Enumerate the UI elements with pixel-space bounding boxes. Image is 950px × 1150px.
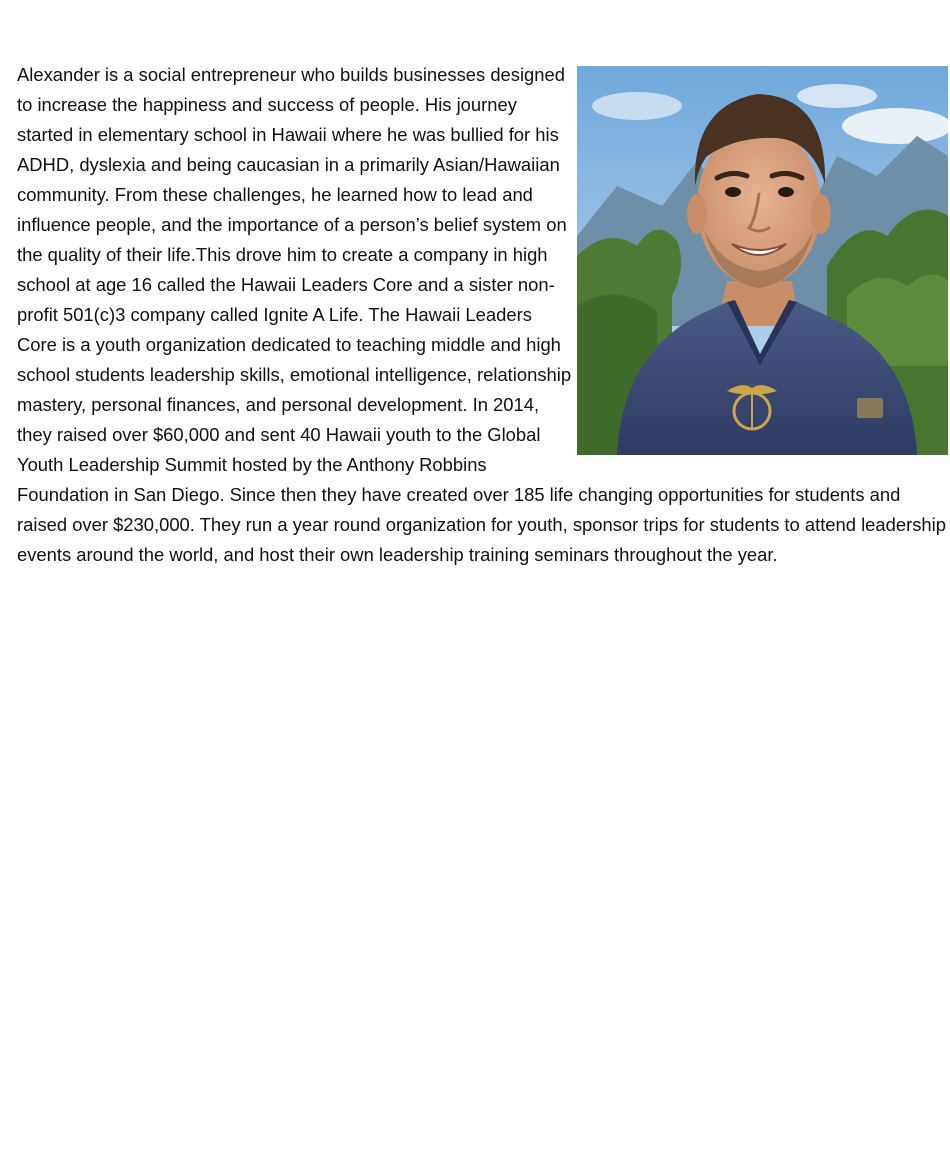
cloud (797, 84, 877, 108)
left-eye (725, 187, 741, 197)
cloud (842, 108, 948, 144)
bio-paragraph: Alexander is a social entrepreneur who builds businesses designed to increase the happiness and success of people. His journey started in elementary school in Hawaii where he was bullied for his ADHD, dyslexia and being caucasian in a primarily Asian/Hawaiian community. From these challenges, he learned how to lead and influence people, and the importance of a person’s belief system on the quality of their life.This drove him to create a company in high school at age 16 called the Hawaii Leaders Core and a sister non-profit 501(c)3 company called Ignite A Life. The Hawaii Leaders Core is a youth organization dedicated to teaching middle and high school students leadership skills, emotional intelligence, relationship mastery, personal finances, and personal development. In 2014, they raised over $60,000 and sent 40 Hawaii youth to the Global Youth Leadership Summit hosted by the Anthony Robbins Foundation in San Diego. Since then they have created over 185 life changing opportunities for students and raised over $230,000. They run a year round organization for youth, sponsor trips for students to attend leadership events around the world, and host their own leadership training seminars throughout the year. (17, 64, 946, 565)
left-ear (687, 194, 707, 234)
right-eye (778, 187, 794, 197)
right-ear (811, 194, 831, 234)
name-badge (857, 398, 883, 418)
cloud (592, 92, 682, 120)
portrait-photo (577, 66, 948, 455)
bio-section (17, 60, 948, 570)
